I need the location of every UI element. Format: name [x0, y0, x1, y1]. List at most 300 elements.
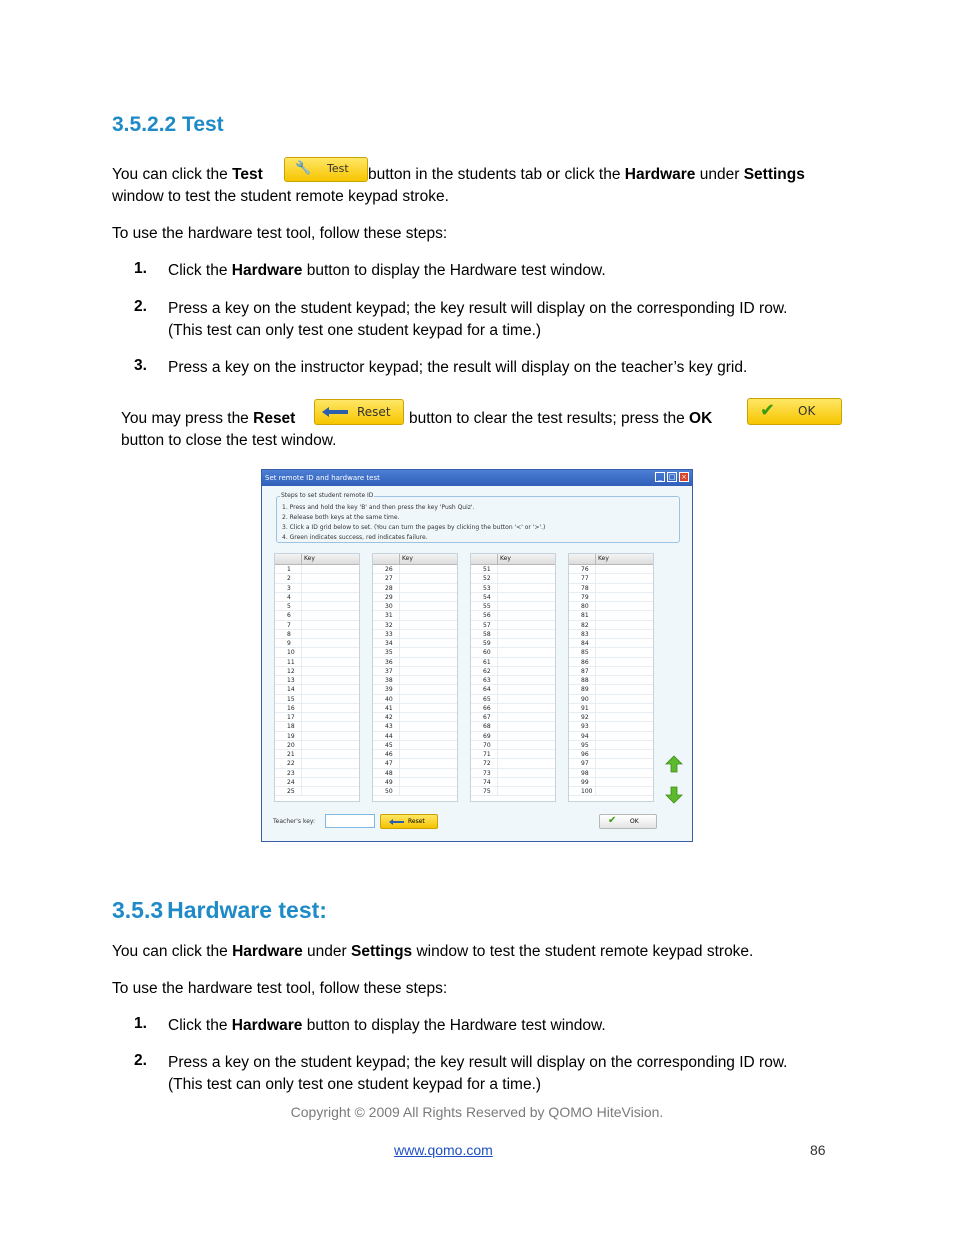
- remote-id-number: 39: [385, 686, 393, 694]
- remote-id-number: 83: [581, 630, 589, 638]
- step-line: 1. Press and hold the key 'B' and then press the key 'Push Quiz'.: [282, 504, 475, 511]
- checkmark-icon: ✔: [760, 400, 776, 421]
- key-column-header: Key: [304, 555, 315, 562]
- cell-separator: [399, 704, 400, 713]
- remote-id-number: 1: [287, 566, 291, 573]
- remote-id-number: 98: [581, 769, 589, 777]
- remote-id-number: 66: [483, 704, 491, 712]
- dialog-title: Set remote ID and hardware test: [265, 474, 380, 482]
- id-grid-row: [569, 759, 653, 768]
- remote-id-number: 21: [287, 751, 295, 758]
- cell-separator: [301, 778, 302, 787]
- text-bold-hardware: Hardware: [232, 943, 303, 960]
- cell-separator: [399, 574, 400, 583]
- id-grid-row: [275, 593, 359, 602]
- text: button to display the Hardware test window.: [306, 1017, 606, 1034]
- hardware-test-dialog-screenshot: [261, 469, 693, 842]
- cell-separator: [497, 565, 498, 574]
- step-number: 1.: [134, 260, 147, 277]
- remote-id-number: 67: [483, 714, 491, 721]
- step-line: 2. Release both keys at the same time.: [282, 514, 400, 521]
- cell-separator: [497, 750, 498, 759]
- remote-id-number: 93: [581, 723, 589, 731]
- remote-id-number: 62: [483, 667, 491, 675]
- remote-id-number: 57: [483, 621, 491, 629]
- id-grid-row: [373, 750, 457, 759]
- cell-separator: [595, 584, 596, 593]
- text: (This test can only test one student keypad for a time.): [168, 1076, 542, 1093]
- grid-header: [471, 554, 555, 565]
- footer-website-link[interactable]: www.qomo.com: [394, 1142, 493, 1158]
- remote-id-number: 88: [581, 677, 589, 684]
- remote-id-number: 91: [581, 704, 589, 712]
- id-grid-3: [470, 553, 556, 802]
- id-grid-row: [373, 602, 457, 611]
- cell-separator: [595, 750, 596, 759]
- cell-separator: [595, 593, 596, 602]
- cell-separator: [399, 685, 400, 694]
- reset-button-image: [314, 399, 404, 425]
- remote-id-number: 33: [385, 630, 393, 638]
- step-2-text: [168, 298, 842, 342]
- id-grid-row: [471, 732, 555, 741]
- id-grid-row: [373, 759, 457, 768]
- remote-id-number: 80: [581, 603, 589, 610]
- id-grid-row: [471, 704, 555, 713]
- cell-separator: [595, 639, 596, 648]
- step-line: 4. Green indicates success, red indicates failure.: [282, 534, 428, 541]
- remote-id-number: 74: [483, 778, 491, 786]
- remote-id-number: 94: [581, 732, 589, 740]
- remote-id-number: 5: [287, 603, 291, 610]
- id-grid-row: [569, 787, 653, 796]
- id-grid-row: [275, 759, 359, 768]
- id-grid-row: [569, 630, 653, 639]
- id-grid-row: [275, 778, 359, 787]
- id-grid-row: [275, 704, 359, 713]
- id-grid-row: [373, 658, 457, 667]
- cell-separator: [399, 787, 400, 796]
- cell-separator: [595, 658, 596, 667]
- heading-text: Hardware test:: [167, 897, 327, 923]
- cell-separator: [301, 732, 302, 741]
- step-2-text: [168, 1052, 842, 1096]
- id-grid-row: [569, 685, 653, 694]
- remote-id-number: 61: [483, 658, 491, 666]
- id-grid-row: [569, 658, 653, 667]
- id-grid-row: [275, 611, 359, 620]
- id-grid-row: [569, 565, 653, 574]
- id-grid-row: [471, 685, 555, 694]
- id-grid-row: [373, 722, 457, 731]
- id-grid-row: [275, 695, 359, 704]
- remote-id-number: 34: [385, 640, 393, 647]
- remote-id-number: 89: [581, 686, 589, 694]
- cell-separator: [497, 778, 498, 787]
- remote-id-number: 65: [483, 695, 491, 703]
- remote-id-number: 69: [483, 732, 491, 740]
- dialog-reset-label: Reset: [408, 818, 425, 825]
- page-number: 86: [810, 1142, 826, 1158]
- step-number: 3.: [134, 357, 147, 374]
- id-grid-row: [471, 574, 555, 583]
- cell-separator: [497, 741, 498, 750]
- cell-separator: [497, 639, 498, 648]
- teachers-key-field: [325, 814, 375, 828]
- cell-separator: [399, 732, 400, 741]
- cell-separator: [595, 565, 596, 574]
- cell-separator: [497, 769, 498, 778]
- cell-separator: [595, 787, 596, 796]
- cell-separator: [497, 593, 498, 602]
- cell-separator: [301, 676, 302, 685]
- cell-separator: [399, 648, 400, 657]
- cell-separator: [497, 648, 498, 657]
- id-grid-row: [569, 778, 653, 787]
- id-grid-row: [569, 695, 653, 704]
- cell-separator: [399, 621, 400, 630]
- remote-id-number: 31: [385, 612, 393, 620]
- key-column-header: Key: [402, 555, 413, 562]
- text-bold: Hardware: [231, 1017, 303, 1034]
- remote-id-number: 68: [483, 723, 491, 731]
- section-heading-hardware-test: [112, 897, 327, 924]
- remote-id-number: 14: [287, 686, 295, 694]
- remote-id-number: 75: [483, 788, 491, 795]
- cell-separator: [595, 621, 596, 630]
- maximize-icon: □: [668, 473, 676, 481]
- remote-id-number: 48: [385, 769, 393, 777]
- text-bold-test: Test: [232, 166, 263, 183]
- step-1-text: [168, 1015, 606, 1037]
- id-grid-row: [471, 695, 555, 704]
- remote-id-number: 90: [581, 695, 589, 703]
- cell-separator: [595, 722, 596, 731]
- id-grid-row: [471, 676, 555, 685]
- id-grid-row: [569, 704, 653, 713]
- key-column-header: Key: [598, 555, 609, 562]
- remote-id-number: 24: [287, 778, 295, 786]
- id-grid-row: [373, 685, 457, 694]
- id-grid-row: [373, 639, 457, 648]
- remote-id-number: 30: [385, 603, 393, 610]
- cell-separator: [301, 667, 302, 676]
- cell-separator: [497, 667, 498, 676]
- step-1-text: [168, 260, 606, 282]
- remote-id-number: 79: [581, 593, 589, 601]
- remote-id-number: 25: [287, 788, 295, 795]
- grid-header: [275, 554, 359, 565]
- remote-id-number: 22: [287, 760, 295, 768]
- cell-separator: [595, 769, 596, 778]
- id-grid-row: [373, 667, 457, 676]
- cell-separator: [497, 713, 498, 722]
- id-grid-row: [275, 713, 359, 722]
- cell-separator: [595, 685, 596, 694]
- minimize-icon: _: [655, 472, 665, 482]
- id-grid-row: [471, 658, 555, 667]
- remote-id-number: 99: [581, 778, 589, 786]
- remote-id-number: 19: [287, 732, 295, 740]
- text-bold-ok: OK: [689, 410, 713, 427]
- cell-separator: [301, 750, 302, 759]
- remote-id-number: 4: [287, 593, 291, 601]
- remote-id-number: 86: [581, 658, 589, 666]
- id-grid-row: [373, 565, 457, 574]
- id-grid-row: [373, 769, 457, 778]
- remote-id-number: 8: [287, 630, 291, 638]
- cell-separator: [399, 778, 400, 787]
- remote-id-number: 87: [581, 667, 589, 675]
- cell-separator: [595, 695, 596, 704]
- remote-id-number: 63: [483, 677, 491, 684]
- cell-separator: [595, 648, 596, 657]
- cell-separator: [301, 741, 302, 750]
- remote-id-number: 50: [385, 788, 393, 795]
- cell-separator: [497, 602, 498, 611]
- text: You can click the: [112, 166, 228, 183]
- text: under: [699, 166, 740, 183]
- remote-id-number: 58: [483, 630, 491, 638]
- remote-id-number: 6: [287, 612, 291, 620]
- id-grid-row: [471, 778, 555, 787]
- id-grid-row: [569, 584, 653, 593]
- id-grid-row: [471, 593, 555, 602]
- remote-id-number: 72: [483, 760, 491, 768]
- id-grid-row: [373, 704, 457, 713]
- id-grid-row: [569, 602, 653, 611]
- text-bold: Hardware: [231, 262, 303, 279]
- text-bold-reset: Reset: [253, 410, 296, 427]
- cell-separator: [497, 695, 498, 704]
- remote-id-number: 29: [385, 593, 393, 601]
- cell-separator: [399, 676, 400, 685]
- text: You may press the: [121, 410, 249, 427]
- reset-button-label: Reset: [357, 405, 391, 419]
- id-grid-row: [569, 593, 653, 602]
- cell-separator: [399, 639, 400, 648]
- header-separator: [497, 554, 498, 564]
- key-column-header: Key: [500, 555, 511, 562]
- dialog-ok-label: OK: [630, 818, 639, 825]
- id-grid-row: [471, 722, 555, 731]
- id-grid-row: [275, 769, 359, 778]
- id-grid-row: [373, 713, 457, 722]
- cell-separator: [301, 621, 302, 630]
- remote-id-number: 35: [385, 649, 393, 657]
- remote-id-number: 47: [385, 760, 393, 768]
- id-grid-row: [569, 648, 653, 657]
- footer-copyright: Copyright © 2009 All Rights Reserved by QOMO HiteVision.: [290, 1104, 664, 1120]
- test-button-image: [284, 157, 368, 182]
- id-grid-row: [275, 639, 359, 648]
- remote-id-number: 44: [385, 732, 393, 740]
- cell-separator: [399, 722, 400, 731]
- remote-id-number: 28: [385, 584, 393, 592]
- heading-number: 3.5.3: [112, 897, 164, 923]
- cell-separator: [301, 639, 302, 648]
- remote-id-number: 7: [287, 621, 291, 629]
- cell-separator: [301, 611, 302, 620]
- id-grid-row: [471, 713, 555, 722]
- id-grid-row: [569, 722, 653, 731]
- step-number: 2.: [134, 298, 147, 315]
- text: (This test can only test one student keypad for a time.): [168, 322, 542, 339]
- remote-id-number: 12: [287, 667, 295, 675]
- id-grid-row: [471, 759, 555, 768]
- section-heading-test: 3.5.2.2 Test: [112, 113, 224, 136]
- cell-separator: [399, 593, 400, 602]
- remote-id-number: 59: [483, 640, 491, 647]
- dialog-reset-button: [380, 814, 438, 829]
- id-grid-row: [471, 639, 555, 648]
- id-grid-row: [275, 722, 359, 731]
- reset-paragraph-a: [121, 408, 295, 430]
- remote-id-number: 40: [385, 695, 393, 703]
- remote-id-number: 51: [483, 566, 491, 573]
- id-grid-row: [569, 611, 653, 620]
- cell-separator: [595, 759, 596, 768]
- header-separator: [399, 554, 400, 564]
- dialog-titlebar: [262, 470, 692, 486]
- remote-id-number: 53: [483, 584, 491, 592]
- reset-paragraph-b: [409, 408, 712, 430]
- cell-separator: [399, 630, 400, 639]
- text: You can click the: [112, 943, 228, 960]
- cell-separator: [399, 584, 400, 593]
- cell-separator: [301, 574, 302, 583]
- text: button to clear the test results; press the: [409, 410, 685, 427]
- header-separator: [595, 554, 596, 564]
- cell-separator: [497, 704, 498, 713]
- remote-id-number: 11: [287, 658, 295, 666]
- id-grid-row: [373, 732, 457, 741]
- id-grid-row: [275, 732, 359, 741]
- id-grid-row: [471, 565, 555, 574]
- cell-separator: [399, 769, 400, 778]
- id-grid-row: [275, 667, 359, 676]
- remote-id-number: 100: [581, 788, 593, 795]
- remote-id-number: 76: [581, 566, 589, 573]
- cell-separator: [595, 574, 596, 583]
- id-grid-row: [275, 621, 359, 630]
- cell-separator: [497, 787, 498, 796]
- remote-id-number: 49: [385, 778, 393, 786]
- enter-arrow-icon: [389, 819, 405, 825]
- id-grid-row: [373, 676, 457, 685]
- cell-separator: [399, 713, 400, 722]
- remote-id-number: 81: [581, 612, 589, 620]
- id-grid-row: [373, 584, 457, 593]
- id-grid-row: [569, 667, 653, 676]
- id-grid-row: [275, 676, 359, 685]
- remote-id-number: 32: [385, 621, 393, 629]
- cell-separator: [497, 685, 498, 694]
- id-grid-row: [275, 787, 359, 796]
- remote-id-number: 26: [385, 566, 393, 573]
- cell-separator: [595, 602, 596, 611]
- cell-separator: [497, 574, 498, 583]
- cell-separator: [497, 584, 498, 593]
- remote-id-number: 52: [483, 575, 491, 583]
- remote-id-number: 9: [287, 640, 291, 647]
- id-grid-row: [471, 667, 555, 676]
- remote-id-number: 42: [385, 714, 393, 721]
- id-grid-row: [569, 639, 653, 648]
- id-grid-row: [373, 787, 457, 796]
- remote-id-number: 71: [483, 751, 491, 758]
- text: button in the students tab or click the: [368, 166, 621, 183]
- test-button-label: Test: [327, 162, 349, 175]
- id-grid-row: [373, 593, 457, 602]
- remote-id-number: 78: [581, 584, 589, 592]
- id-grid-row: [471, 750, 555, 759]
- steps-groupbox: [276, 492, 680, 543]
- id-grid-1: [274, 553, 360, 802]
- id-grid-row: [275, 602, 359, 611]
- remote-id-number: 38: [385, 677, 393, 684]
- id-grid-2: [372, 553, 458, 802]
- remote-id-number: 60: [483, 649, 491, 657]
- enter-arrow-icon: [322, 407, 350, 417]
- remote-id-number: 16: [287, 704, 295, 712]
- cell-separator: [399, 565, 400, 574]
- id-grid-row: [471, 584, 555, 593]
- test-intro-line2: window to test the student remote keypad stroke.: [112, 188, 449, 205]
- id-grid-row: [569, 676, 653, 685]
- remote-id-number: 54: [483, 593, 491, 601]
- cell-separator: [301, 713, 302, 722]
- id-grid-row: [471, 602, 555, 611]
- remote-id-number: 85: [581, 649, 589, 657]
- cell-separator: [301, 769, 302, 778]
- id-grid-row: [569, 574, 653, 583]
- cell-separator: [595, 713, 596, 722]
- cell-separator: [497, 722, 498, 731]
- id-grid-row: [275, 565, 359, 574]
- cell-separator: [301, 695, 302, 704]
- id-grid-4: [568, 553, 654, 802]
- id-grid-row: [569, 750, 653, 759]
- cell-separator: [301, 658, 302, 667]
- cell-separator: [497, 630, 498, 639]
- id-grid-row: [471, 769, 555, 778]
- cell-separator: [399, 611, 400, 620]
- cell-separator: [595, 778, 596, 787]
- id-grid-row: [373, 695, 457, 704]
- remote-id-number: 17: [287, 714, 295, 721]
- remote-id-number: 10: [287, 649, 295, 657]
- remote-id-number: 43: [385, 723, 393, 731]
- remote-id-number: 23: [287, 769, 295, 777]
- remote-id-number: 46: [385, 751, 393, 758]
- cell-separator: [497, 658, 498, 667]
- text: under: [307, 943, 347, 960]
- remote-id-number: 45: [385, 741, 393, 749]
- grid-header: [569, 554, 653, 565]
- id-grid-row: [275, 741, 359, 750]
- ok-button-image: [747, 398, 842, 425]
- text: Press a key on the student keypad; the key result will display on the corresponding ID row.: [168, 1054, 788, 1071]
- id-grid-row: [275, 574, 359, 583]
- cell-separator: [595, 630, 596, 639]
- cell-separator: [595, 704, 596, 713]
- steps-intro: To use the hardware test tool, follow these steps:: [112, 980, 448, 997]
- remote-id-number: 41: [385, 704, 393, 712]
- cell-separator: [301, 584, 302, 593]
- cell-separator: [497, 759, 498, 768]
- id-grid-row: [471, 787, 555, 796]
